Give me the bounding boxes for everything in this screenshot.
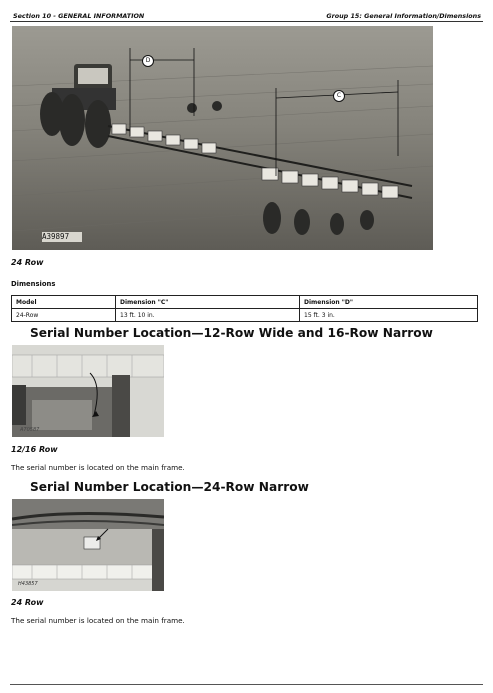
- cell-dimension-c: 13 ft. 10 in.: [116, 309, 300, 322]
- section-label: Section 10 - GENERAL INFORMATION: [13, 12, 145, 20]
- section2-heading: Serial Number Location—12-Row Wide and 16-Row Narrow: [30, 326, 433, 340]
- planter-photo: [12, 26, 433, 250]
- group-label: Group 15: General Information/Dimensions: [326, 12, 481, 20]
- section3-heading: Serial Number Location—24-Row Narrow: [30, 480, 309, 494]
- table-header-row: [12, 296, 478, 309]
- cell-dimension-d: 15 ft. 3 in.: [300, 309, 478, 322]
- callout-d: D: [142, 55, 154, 67]
- serial-photo-24-row: [12, 499, 164, 591]
- dimensions-title: Dimensions: [11, 280, 56, 288]
- section2-caption: 12/16 Row: [11, 445, 58, 454]
- image-id-label: H43857: [18, 581, 38, 587]
- serial-photo-12-16-row: [12, 345, 164, 437]
- header-divider: [10, 21, 483, 22]
- footer-divider: [10, 684, 483, 685]
- figure1-caption: 24 Row: [11, 258, 44, 267]
- header-model: Model: [12, 296, 116, 309]
- section2-text: The serial number is located on the main frame.: [11, 463, 185, 472]
- image-id-label: A39897: [42, 232, 70, 241]
- cell-model: 24-Row: [12, 309, 116, 322]
- callout-c: C: [333, 90, 345, 102]
- table-row: [12, 309, 478, 322]
- header-dimension-c: Dimension "C": [116, 296, 300, 309]
- section3-text: The serial number is located on the main frame.: [11, 616, 185, 625]
- header-dimension-d: Dimension "D": [300, 296, 478, 309]
- section3-caption: 24 Row: [11, 598, 44, 607]
- dimensions-table: [11, 295, 478, 322]
- image-id-label: A70587: [20, 427, 40, 433]
